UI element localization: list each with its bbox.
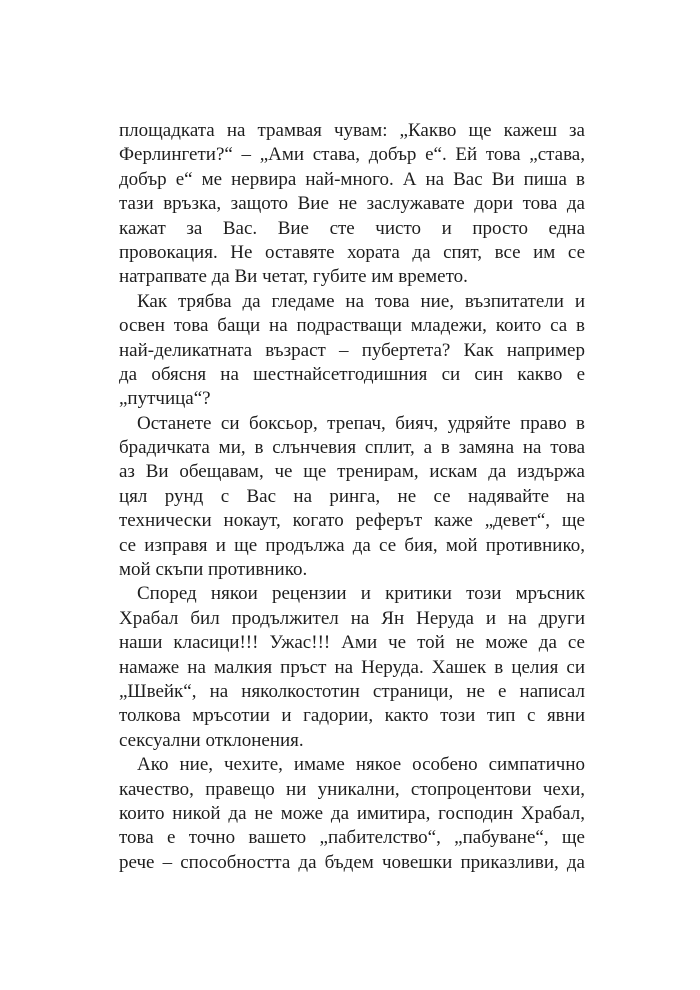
text-line: освен това бащи на подрастващи младежи, които са в — [119, 315, 585, 337]
text-line: провокация. Не оставяте хората да спят, все им се — [119, 241, 585, 263]
body-text — [119, 119, 585, 875]
text-line: това е точно вашето „пабителство“, „пабуване“, ще — [119, 827, 585, 849]
text-line: сексуални отклонения. — [119, 729, 304, 751]
text-line: Храбал бил продължител на Ян Неруда и на други — [119, 607, 585, 629]
text-line: аз Ви обещавам, че ще тренирам, искам да издържа — [119, 461, 585, 483]
text-line: технически нокаут, когато реферът каже „девет“, ще — [119, 510, 585, 532]
text-line: натрапвате да Ви четат, губите им времето. — [119, 266, 468, 288]
text-line: добър е“ ме нервира най-много. А на Вас Ви пиша в — [119, 168, 585, 190]
text-line: Как трябва да гледаме на това ние, възпитатели и — [137, 290, 585, 312]
text-line: качество, правещо ни уникални, стопроцентови чехи, — [119, 778, 585, 800]
text-line: кажат за Вас. Вие сте чисто и просто една — [119, 217, 585, 239]
text-line: намаже на малкия пръст на Неруда. Хашек в целия си — [119, 656, 585, 678]
text-line: Останете си боксьор, трепач, бияч, удряйте право в — [137, 412, 585, 434]
text-line: „путчица“? — [119, 388, 211, 410]
text-line: брадичката ми, в слънчевия сплит, а в замяна на това — [119, 437, 585, 459]
text-line: наши класици!!! Ужас!!! Ами че той не може да се — [119, 632, 585, 654]
text-line: толкова мръсотии и гадории, както този тип с явни — [119, 705, 585, 727]
text-line: Според някои рецензии и критики този мръсник — [137, 583, 585, 605]
text-line: най-деликатната възраст – пубертета? Как например — [119, 339, 585, 361]
text-line: мой скъпи противнико. — [119, 559, 308, 581]
text-line: цял рунд с Вас на ринга, не се надявайте на — [119, 485, 585, 507]
text-line: тази връзка, защото Вие не заслужавате дори това да — [119, 193, 585, 215]
text-line: се изправя и ще продължа да се бия, мой противнико, — [119, 534, 585, 556]
text-line: Ако ние, чехите, имаме някое особено симпатично — [137, 754, 585, 776]
text-line: Ферлингети?“ – „Ами става, добър е“. Ей това „става, — [119, 144, 585, 166]
text-line: които никой да не може да имитира, господин Храбал, — [119, 802, 585, 824]
text-line: площадката на трамвая чувам: „Какво ще кажеш за — [119, 120, 585, 141]
text-line: да обясня на шестнайсетгодишния си син какво е — [119, 363, 585, 385]
text-line: рече – способността да бъдем човешки приказливи, да — [119, 851, 585, 873]
text-line: „Швейк“, на няколкостотин страници, не е написал — [119, 680, 585, 702]
